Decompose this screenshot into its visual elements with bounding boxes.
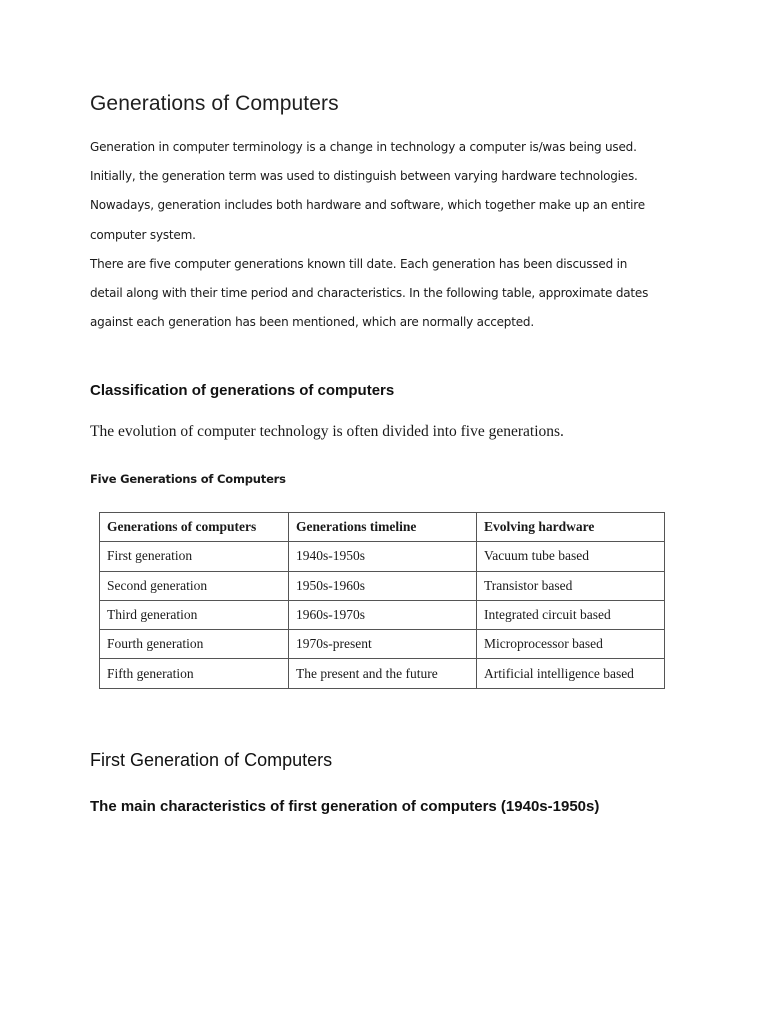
table-row [100,571,665,600]
intro-line: Initially, the generation term was used to distinguish between varying hardware technologies. [90,169,638,184]
intro-line: detail along with their time period and characteristics. In the following table, approximate dates [90,286,649,301]
intro-line: Generation in computer terminology is a change in technology a computer is/was being used. [90,140,637,154]
table-cell: Second generation [100,571,289,600]
table-cell: The present and the future [289,659,477,688]
table-cell: Transistor based [477,571,665,600]
table-cell: 1970s-present [289,630,477,659]
intro-line: There are five computer generations known till date. Each generation has been discussed in [90,256,628,271]
table-cell: Microprocessor based [477,630,665,659]
table-cell: 1960s-1970s [289,600,477,629]
intro-line: computer system. [90,227,196,242]
page-title: Generations of Computers [90,92,339,115]
table-cell: 1940s-1950s [289,542,477,571]
table-header-cell: Evolving hardware [477,513,665,542]
table-header-row [100,513,665,542]
table-row [100,630,665,659]
intro-line: against each generation has been mentioned, which are normally accepted. [90,315,534,330]
table-header-cell: Generations of computers [100,513,289,542]
table-cell: Vacuum tube based [477,542,665,571]
table-row [100,600,665,629]
generations-table [99,512,665,689]
table-cell: Third generation [100,600,289,629]
table-row [100,659,665,688]
classification-heading: Classification of generations of computers [90,382,395,399]
table-cell: Fourth generation [100,630,289,659]
first-generation-heading: First Generation of Computers [90,750,333,770]
evolution-text: The evolution of computer technology is often divided into five generations. [90,423,564,440]
table-cell: Integrated circuit based [477,600,665,629]
table-cell: Artificial intelligence based [477,659,665,688]
table-row [100,542,665,571]
table-cell: 1950s-1960s [289,571,477,600]
table-caption: Five Generations of Computers [90,472,286,486]
table-cell: First generation [100,542,289,571]
intro-paragraph [90,133,690,337]
table-cell: Fifth generation [100,659,289,688]
intro-line: Nowadays, generation includes both hardware and software, which together make up an entire [90,198,645,213]
characteristics-heading: The main characteristics of first generation of computers (1940s-1950s) [90,798,600,815]
table-header-cell: Generations timeline [289,513,477,542]
